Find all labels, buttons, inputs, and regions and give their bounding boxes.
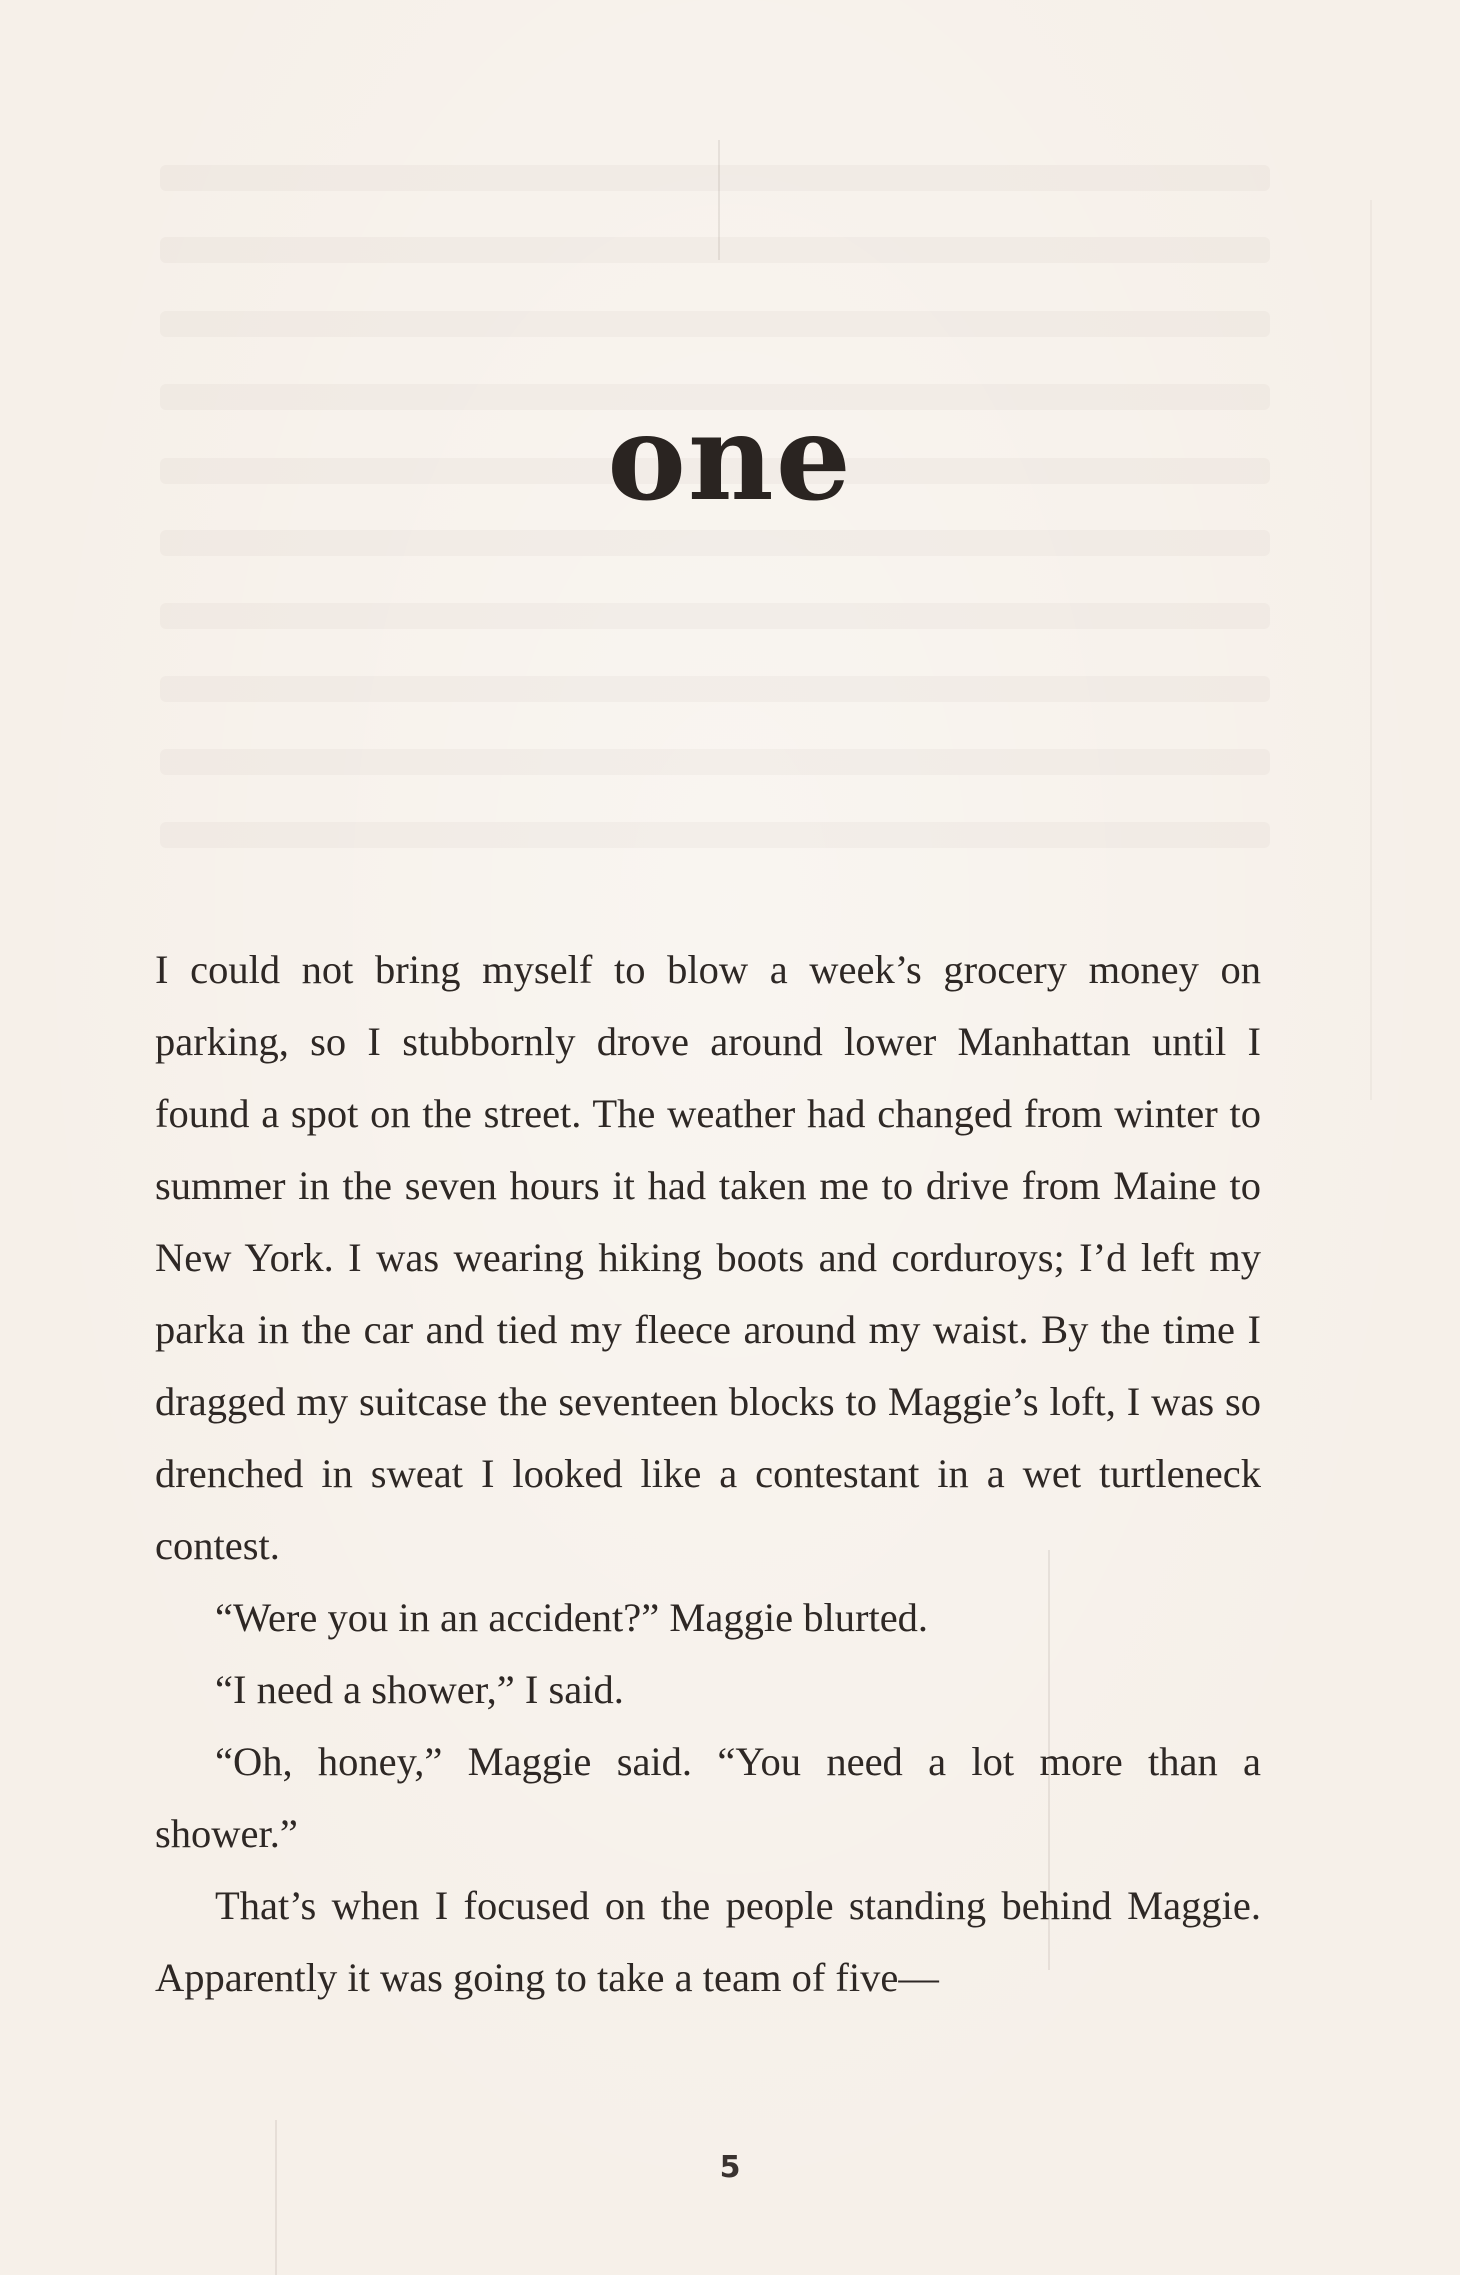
body-text bbox=[155, 934, 1261, 2014]
chapter-title: one bbox=[607, 388, 853, 527]
paragraph: “Were you in an accident?” Maggie blurted. bbox=[215, 1595, 929, 1640]
paper-crease bbox=[1370, 200, 1372, 1100]
show-through bbox=[160, 530, 1270, 556]
show-through bbox=[160, 822, 1270, 848]
show-through bbox=[160, 311, 1270, 337]
show-through bbox=[160, 165, 1270, 191]
show-through bbox=[160, 603, 1270, 629]
paragraph: I could not bring myself to blow a week’s grocery money on parking, so I stubbornly drove around lower Manhattan until I found a spot on the street. The weather had changed from winter to summer in the seven hours it had taken me to drive from Maine to New York. I was wearing hiking boots and corduroys; I’d left my parka in the car and tied my fleece around my waist. By the time I dragged my suitcase the seventeen blocks to Maggie’s loft, I was so drenched in sweat I looked like a contestant in a wet turtleneck contest. bbox=[155, 947, 1261, 1568]
show-through bbox=[160, 676, 1270, 702]
paper-crease bbox=[718, 140, 720, 260]
paragraph: That’s when I focused on the people standing behind Maggie. Apparently it was going to take a team of five— bbox=[155, 1883, 1261, 2000]
paragraph: “Oh, honey,” Maggie said. “You need a lot more than a shower.” bbox=[155, 1739, 1261, 1856]
show-through bbox=[160, 749, 1270, 775]
paper-crease bbox=[275, 2120, 277, 2275]
paragraph: “I need a shower,” I said. bbox=[215, 1667, 624, 1712]
show-through bbox=[160, 237, 1270, 263]
page-number: 5 bbox=[719, 2150, 741, 2185]
